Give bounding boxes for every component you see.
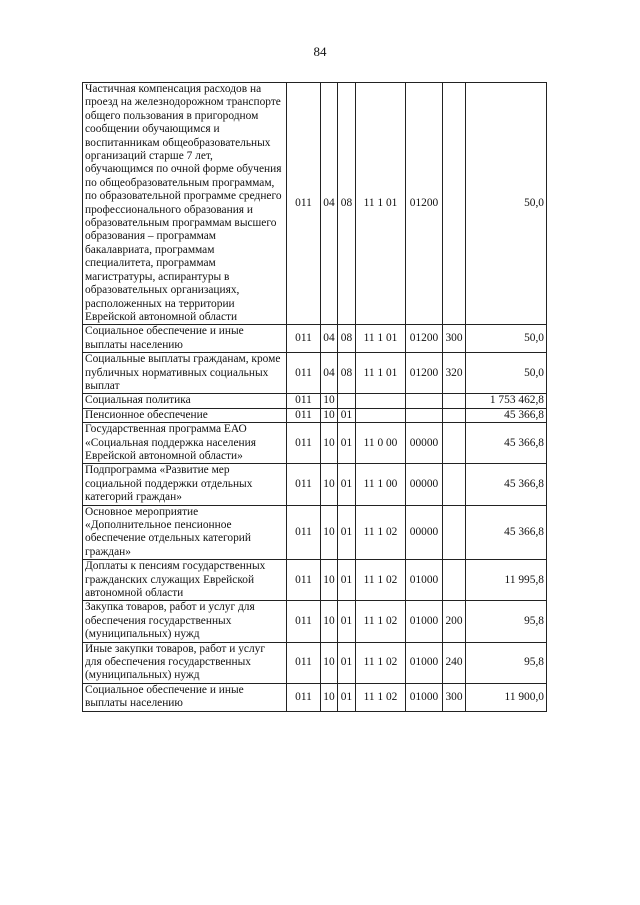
direction-code: 00000 [406, 505, 443, 560]
table-row [83, 683, 547, 711]
table-row [83, 464, 547, 505]
direction-code: 00000 [406, 464, 443, 505]
amount: 50,0 [466, 325, 547, 353]
row-name: Социальное обеспечение и иные выплаты населению [83, 683, 287, 711]
direction-code [406, 408, 443, 422]
row-name: Частичная компенсация расходов на проезд на железнодорожном транспорте общего пользования в пригородном сообщении обучающимся и воспитанникам общеобразовательных организаций старше 7 лет, обучающимся по очной форме обучения по общеобразовательным программам, по образовательной программе среднего профессионального образования и образовательным программам высшего образования – программам бакалавриата, программам специалитета, программам магистратуры, аспирантуры в образовательных организациях, расположенных на территории Еврейской автономной области [83, 83, 287, 325]
row-name: Основное мероприятие «Дополнительное пенсионное обеспечение отдельных категорий граждан» [83, 505, 287, 560]
program-code: 11 1 00 [356, 464, 406, 505]
direction-code [406, 394, 443, 408]
ministry-code: 011 [287, 83, 321, 325]
section-code: 10 [321, 423, 338, 464]
subsection-code: 01 [338, 601, 356, 642]
amount: 45 366,8 [466, 464, 547, 505]
subsection-code: 08 [338, 83, 356, 325]
program-code: 11 1 02 [356, 560, 406, 601]
program-code: 11 1 02 [356, 505, 406, 560]
section-code: 04 [321, 353, 338, 394]
page-number: 84 [313, 44, 327, 59]
expense-type-code: 320 [443, 353, 466, 394]
row-name: Иные закупки товаров, работ и услуг для обеспечения государственных (муниципальных) нужд [83, 642, 287, 683]
direction-code: 01000 [406, 683, 443, 711]
ministry-code: 011 [287, 353, 321, 394]
program-code: 11 0 00 [356, 423, 406, 464]
amount: 11 995,8 [466, 560, 547, 601]
expense-type-code: 300 [443, 325, 466, 353]
direction-code: 01200 [406, 325, 443, 353]
ministry-code: 011 [287, 560, 321, 601]
expense-type-code: 200 [443, 601, 466, 642]
amount: 95,8 [466, 642, 547, 683]
program-code: 11 1 01 [356, 325, 406, 353]
table-row [83, 642, 547, 683]
amount: 95,8 [466, 601, 547, 642]
section-code: 10 [321, 683, 338, 711]
expense-type-code [443, 83, 466, 325]
amount: 45 366,8 [466, 423, 547, 464]
subsection-code: 01 [338, 642, 356, 683]
ministry-code: 011 [287, 325, 321, 353]
subsection-code: 01 [338, 464, 356, 505]
direction-code: 01200 [406, 353, 443, 394]
expense-type-code [443, 423, 466, 464]
table-row [83, 560, 547, 601]
amount: 50,0 [466, 353, 547, 394]
ministry-code: 011 [287, 505, 321, 560]
table-row [83, 394, 547, 408]
section-code: 10 [321, 642, 338, 683]
program-code: 11 1 02 [356, 642, 406, 683]
expense-type-code [443, 408, 466, 422]
subsection-code: 01 [338, 560, 356, 601]
section-code: 10 [321, 560, 338, 601]
table-row [83, 423, 547, 464]
program-code: 11 1 02 [356, 601, 406, 642]
program-code [356, 394, 406, 408]
direction-code: 01000 [406, 560, 443, 601]
subsection-code: 08 [338, 325, 356, 353]
ministry-code: 011 [287, 601, 321, 642]
amount: 11 900,0 [466, 683, 547, 711]
row-name: Социальное обеспечение и иные выплаты населению [83, 325, 287, 353]
table-row [83, 601, 547, 642]
subsection-code: 01 [338, 423, 356, 464]
program-code: 11 1 01 [356, 353, 406, 394]
row-name: Социальная политика [83, 394, 287, 408]
expense-type-code [443, 394, 466, 408]
ministry-code: 011 [287, 683, 321, 711]
table-row [83, 325, 547, 353]
subsection-code: 01 [338, 408, 356, 422]
expense-type-code: 240 [443, 642, 466, 683]
ministry-code: 011 [287, 464, 321, 505]
ministry-code: 011 [287, 394, 321, 408]
program-code: 11 1 01 [356, 83, 406, 325]
section-code: 10 [321, 464, 338, 505]
subsection-code: 01 [338, 505, 356, 560]
expense-type-code [443, 464, 466, 505]
program-code: 11 1 02 [356, 683, 406, 711]
budget-table [82, 82, 547, 712]
direction-code: 01200 [406, 83, 443, 325]
table-row [83, 353, 547, 394]
direction-code: 01000 [406, 601, 443, 642]
row-name: Социальные выплаты гражданам, кроме публичных нормативных социальных выплат [83, 353, 287, 394]
section-code: 10 [321, 505, 338, 560]
section-code: 10 [321, 601, 338, 642]
direction-code: 01000 [406, 642, 443, 683]
subsection-code [338, 394, 356, 408]
row-name: Доплаты к пенсиям государственных гражданских служащих Еврейской автономной области [83, 560, 287, 601]
table-row [83, 408, 547, 422]
amount: 45 366,8 [466, 505, 547, 560]
ministry-code: 011 [287, 423, 321, 464]
ministry-code: 011 [287, 642, 321, 683]
expense-type-code [443, 505, 466, 560]
expense-type-code [443, 560, 466, 601]
row-name: Государственная программа ЕАО «Социальная поддержка населения Еврейской автономной области» [83, 423, 287, 464]
expense-type-code: 300 [443, 683, 466, 711]
subsection-code: 01 [338, 683, 356, 711]
amount: 45 366,8 [466, 408, 547, 422]
amount: 1 753 462,8 [466, 394, 547, 408]
direction-code: 00000 [406, 423, 443, 464]
section-code: 10 [321, 394, 338, 408]
table-row [83, 505, 547, 560]
subsection-code: 08 [338, 353, 356, 394]
section-code: 04 [321, 83, 338, 325]
row-name: Закупка товаров, работ и услуг для обеспечения государственных (муниципальных) нужд [83, 601, 287, 642]
section-code: 04 [321, 325, 338, 353]
amount: 50,0 [466, 83, 547, 325]
row-name: Пенсионное обеспечение [83, 408, 287, 422]
ministry-code: 011 [287, 408, 321, 422]
table-row [83, 83, 547, 325]
row-name: Подпрограмма «Развитие мер социальной поддержки отдельных категорий граждан» [83, 464, 287, 505]
program-code [356, 408, 406, 422]
section-code: 10 [321, 408, 338, 422]
